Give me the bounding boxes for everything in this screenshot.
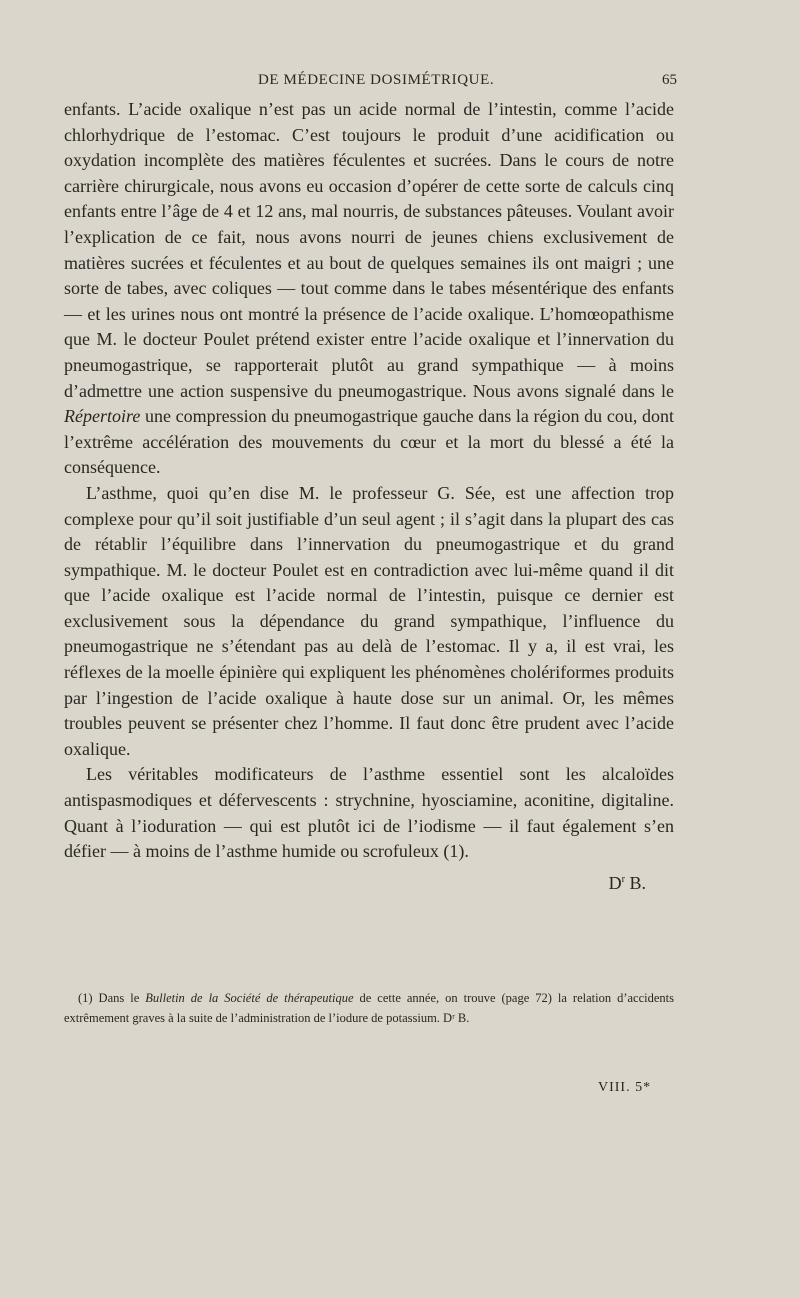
running-title: DE MÉDECINE DOSIMÉTRIQUE.: [258, 72, 495, 88]
footnote: [64, 988, 674, 1028]
footnote-bulletin-title: Bulletin de la Société de thérapeutique: [145, 991, 354, 1005]
footnote-text-b: de cette année, on trouve (page 72) la relation d’accidents extrêmement graves à la suite de l’administration de l’iodure de potassium. Dʳ B.: [64, 991, 674, 1025]
paragraph-3: Les véritables modificateurs de l’asthme essentiel sont les alcaloïdes antispasmodiques et défervescents : strychnine, hyosciamine, aconitine, digitaline. Quant à l’ioduration — qui est plutôt ici de l’iodisme — il faut également s’en défier — à moins de l’asthme humide ou scrofuleux (1).: [64, 764, 674, 862]
page-header: [0, 72, 800, 96]
body-text: [64, 97, 674, 896]
paragraph-1-text-b: une compression du pneumogastrique gauche dans la région du cou, dont l’extrême accélération des mouvements du cœur et la mort du blessé a été la conséquence.: [64, 406, 675, 478]
signature-sup: r: [621, 873, 625, 885]
page-number: 65: [662, 72, 677, 88]
repertoire-title: Répertoire: [64, 406, 141, 427]
signature-name: B.: [629, 872, 646, 893]
paragraph-1: [64, 97, 674, 481]
paragraph-1-text-a: enfants. L’acide oxalique n’est pas un acide normal de l’intestin, comme l’acide chlorhydrique de l’estomac. C’est toujours le produit d’une acidification ou oxydation incomplète des matières féculentes et sucrées. Dans le cours de notre carrière chirurgicale, nous avons eu occasion d’opérer de cette sorte de calculs cinq enfants entre l’âge de 4 et 12 ans, mal nourris, de substances pâteuses. Voulant avoir l’explication de ce fait, nous avons nourri de jeunes chiens exclusivement de matières sucrées et féculentes et au bout de quelques semaines ils ont maigri ; une sorte de tabes, avec coliques — tout comme dans le tabes mésentérique des enfants — et les urines nous ont montré la présence de l’acide oxalique. L’homœopathisme que M. le docteur Poulet prétend exister entre l’acide oxalique et l’innervation du pneumogastrique, se rapporterait plutôt au grand sympathique — à moins d’admettre une action suspensive du pneumogastrique. Nous avons signalé dans le: [64, 99, 674, 401]
signature-mark: VIII. 5*: [598, 1080, 652, 1095]
signature-prefix: D: [608, 872, 622, 893]
footnote-text-a: (1) Dans le: [78, 991, 140, 1005]
paragraph-2: L’asthme, quoi qu’en dise M. le professeur G. Sée, est une affection trop complexe pour qu’il soit justifiable d’un seul agent ; il s’agit dans la plupart des cas de rétablir l’équilibre dans l’innervation du pneumogastrique et du grand sympathique. M. le docteur Poulet est en contradiction avec lui-même quand il dit que l’acide oxalique est l’acide normal de l’intestin, puisque ce dernier est exclusivement sous la dépendance du grand sympathique, l’influence du pneumogastrique ne s’étendant pas au delà de l’estomac. Il y a, il est vrai, les réflexes de la moelle épinière qui expliquent les phénomènes cholériformes produits par l’ingestion de l’acide oxalique à haute dose sur un animal. Or, les mêmes troubles peuvent se présenter chez l’homme. Il faut donc être prudent avec l’acide oxalique.: [64, 482, 674, 759]
author-signature: [64, 867, 674, 897]
